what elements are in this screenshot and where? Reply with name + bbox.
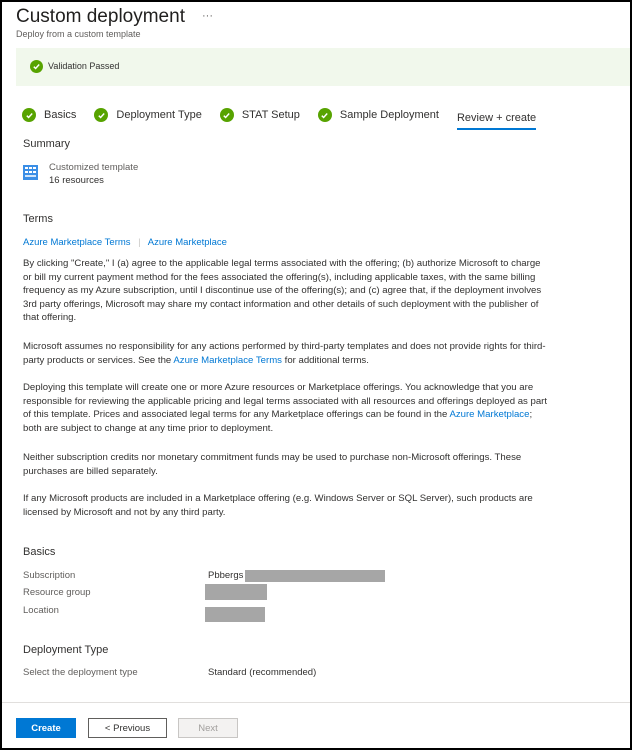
terms-paragraph-2	[23, 340, 548, 367]
terms-paragraph-5: If any Microsoft products are included in a Marketplace offering (e.g. Windows Server or SQL Server), such products are licensed by Microsoft and not by any third party.	[23, 493, 533, 518]
check-circle-icon	[94, 108, 108, 122]
text: ; both are subject to change at any time prior to deployment.	[23, 409, 533, 434]
text: Microsoft assumes no responsibility for any actions performed by third-party templates and does not provide rights for third-party products or services. See the	[23, 341, 546, 366]
location-label: Location	[23, 605, 59, 616]
check-circle-icon	[220, 108, 234, 122]
template-icon	[23, 165, 38, 180]
link-separator: |	[138, 237, 141, 248]
tab-stat-setup[interactable]	[220, 106, 300, 124]
redacted-block	[245, 570, 385, 582]
step-label: Sample Deployment	[339, 109, 439, 121]
page-subtitle: Deploy from a custom template	[16, 29, 141, 39]
terms-paragraph-1: By clicking "Create," I (a) agree to the applicable legal terms associated with the offering; (b) authorize Microsoft to charge or bill my current payment method for the fees associated the offering(s), including applicable taxes, with the same billing frequency as my Azure subscription, until I discontinue use of the offering(s); and (c) agree that, if the deployment involves 3rd party offerings, Microsoft may share my contact information and other details of such deployment with the publisher of that offering.	[23, 258, 542, 323]
check-circle-icon	[318, 108, 332, 122]
previous-button[interactable]: < Previous	[88, 718, 167, 738]
tab-sample-deployment[interactable]	[318, 106, 439, 124]
check-circle-icon	[30, 60, 43, 73]
terms-paragraph-3	[23, 381, 548, 435]
step-label: Deployment Type	[116, 109, 202, 121]
deployment-type-heading: Deployment Type	[23, 644, 109, 656]
validation-banner	[16, 48, 630, 86]
next-button[interactable]: Next	[178, 718, 238, 738]
redacted-block	[205, 607, 265, 622]
validation-text: Validation Passed	[48, 61, 120, 71]
page-title: Custom deployment	[16, 6, 185, 27]
resource-count: 16 resources	[49, 175, 104, 186]
azure-marketplace-link[interactable]: Azure Marketplace	[147, 237, 227, 248]
custom-deployment-page	[2, 2, 630, 748]
footer-divider	[2, 702, 630, 703]
check-circle-icon	[22, 108, 36, 122]
step-label: Review + create	[456, 112, 537, 124]
wizard-steps	[22, 106, 554, 130]
azure-marketplace-terms-link[interactable]: Azure Marketplace Terms	[23, 237, 131, 248]
create-button[interactable]: Create	[16, 718, 76, 738]
deployment-type-label: Select the deployment type	[23, 667, 138, 678]
tab-basics[interactable]	[22, 106, 76, 124]
basics-heading: Basics	[23, 546, 56, 558]
tab-deployment-type[interactable]	[94, 106, 201, 124]
subscription-label: Subscription	[23, 570, 76, 581]
step-label: STAT Setup	[241, 109, 300, 121]
resource-group-label: Resource group	[23, 587, 91, 598]
step-label: Basics	[44, 109, 77, 121]
template-name: Customized template	[49, 162, 139, 173]
azure-marketplace-inline-link[interactable]: Azure Marketplace	[449, 409, 530, 420]
deployment-type-value: Standard (recommended)	[208, 667, 317, 678]
terms-heading: Terms	[23, 213, 53, 225]
text: for additional terms.	[281, 354, 369, 366]
terms-paragraph-4: Neither subscription credits nor monetary commitment funds may be used to purchase non-Microsoft offerings. These purchases are billed separately.	[23, 452, 522, 477]
more-options-icon[interactable]: ···	[202, 10, 213, 22]
redacted-block	[205, 584, 267, 600]
tab-review-create[interactable]	[457, 108, 536, 130]
azure-marketplace-terms-inline-link[interactable]: Azure Marketplace Terms	[173, 354, 282, 366]
summary-heading: Summary	[23, 138, 71, 150]
text: Deploying this template will create one or more Azure resources or Marketplace offerings. You acknowledge that you are responsible for reviewing the applicable pricing and legal terms associated with all resources and offerings deployed as part of this template. Prices and associated legal terms for any Marketplace offerings can be found in the	[23, 382, 548, 420]
subscription-value: Pbbergs	[208, 570, 244, 581]
